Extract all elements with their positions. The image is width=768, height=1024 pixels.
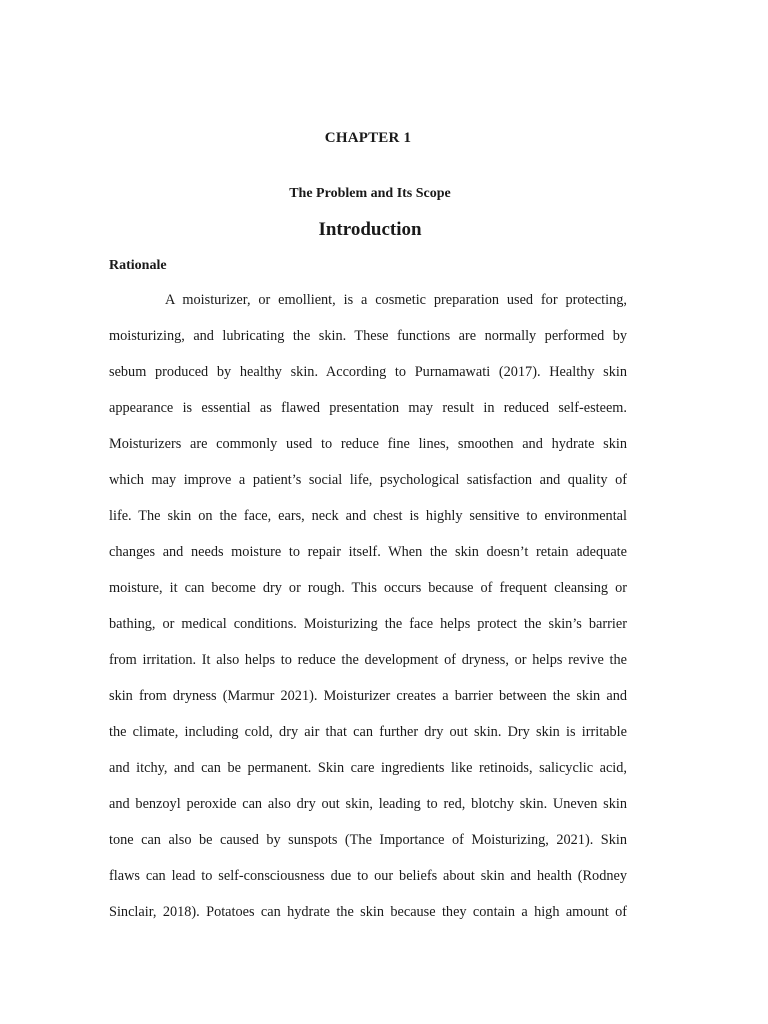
paragraph-line: skin from dryness (Marmur 2021). Moisturizer creates a barrier between the skin and [109,688,627,704]
paragraph-line: tone can also be caused by sunspots (The Importance of Moisturizing, 2021). Skin [109,832,627,848]
paragraph-line: bathing, or medical conditions. Moisturizing the face helps protect the skin’s barrier [109,616,627,632]
paragraph-line: appearance is essential as flawed presentation may result in reduced self-esteem. [109,400,627,416]
paragraph-line: and itchy, and can be permanent. Skin care ingredients like retinoids, salicyclic acid, [109,760,627,776]
paragraph-line: moisturizing, and lubricating the skin. These functions are normally performed by [109,328,627,344]
paragraph-line: Moisturizers are commonly used to reduce fine lines, smoothen and hydrate skin [109,436,627,452]
chapter-subtitle: The Problem and Its Scope [289,186,451,201]
paragraph-line: from irritation. It also helps to reduce the development of dryness, or helps revive the [109,652,627,668]
paragraph-line: which may improve a patient’s social life, psychological satisfaction and quality of [109,472,627,488]
paragraph-line: sebum produced by healthy skin. According to Purnamawati (2017). Healthy skin [109,364,627,380]
section-heading: Introduction [318,219,422,240]
paragraph-line: life. The skin on the face, ears, neck and chest is highly sensitive to environmental [109,508,627,524]
paragraph-line: the climate, including cold, dry air that can further dry out skin. Dry skin is irritable [109,724,627,740]
paragraph-line: A moisturizer, or emollient, is a cosmetic preparation used for protecting, [165,292,627,308]
paragraph-line: flaws can lead to self-consciousness due to our beliefs about skin and health (Rodney [109,868,627,884]
chapter-title: CHAPTER 1 [324,130,412,146]
paragraph-line: Sinclair, 2018). Potatoes can hydrate the skin because they contain a high amount of [109,904,627,920]
paragraph-line: and benzoyl peroxide can also dry out skin, leading to red, blotchy skin. Uneven skin [109,796,627,812]
body-paragraph [109,288,627,936]
subsection-heading: Rationale [109,258,167,273]
paragraph-line: moisture, it can become dry or rough. This occurs because of frequent cleansing or [109,580,627,596]
paragraph-line: changes and needs moisture to repair itself. When the skin doesn’t retain adequate [109,544,627,560]
